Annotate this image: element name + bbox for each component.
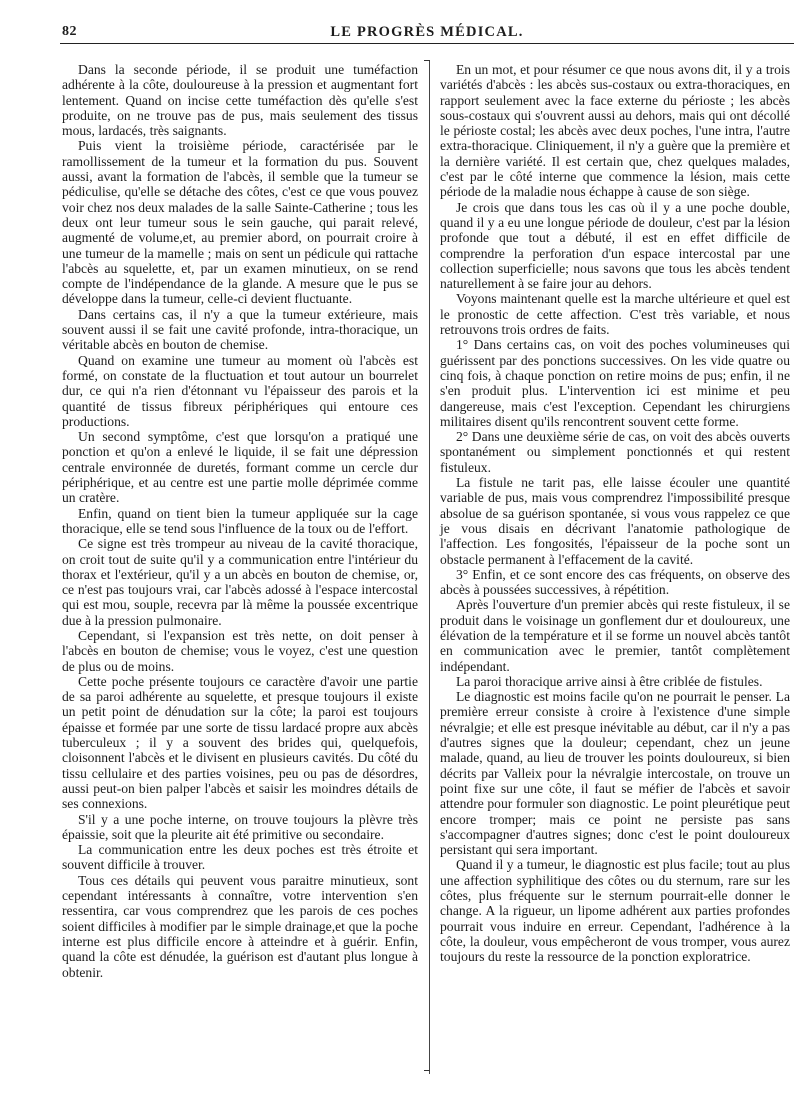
paragraph: S'il y a une poche interne, on trouve toujours la plèvre très épaissie, soit que la pleurite ait été primitive ou secondaire.	[62, 811, 418, 842]
divider-tick	[424, 1070, 430, 1071]
left-column	[62, 62, 418, 980]
paragraph: La communication entre les deux poches est très étroite et souvent difficile à trouver.	[62, 842, 418, 873]
paragraph: Le diagnostic est moins facile qu'on ne pourrait le penser. La première erreur consiste à croire à l'existence d'une simple névralgie; et elle est presque inévitable au début, car il n'y a pas d'autres signes que la douleur; cependant, chez un jeune malade, quand, au lieu de trouver les points douloureux, si bien décrits par Valleix pour la névralgie intercostale, on trouve un point fixe sur une côte, il faut se méfier de l'abcès et savoir attendre pour formuler son diagnostic. Le point pleurétique peut encore tromper; mais ce point ne persiste pas sans s'accompagner d'autres signes; donc c'est le point douloureux persistant qui sera important.	[440, 689, 790, 858]
paragraph: Dans certains cas, il n'y a que la tumeur extérieure, mais souvent aussi il se fait une cavité profonde, intra-thoracique, un véritable abcès en bouton de chemise.	[62, 306, 418, 353]
journal-title: LE PROGRÈS MÉDICAL.	[330, 24, 524, 40]
paragraph: 2° Dans une deuxième série de cas, on voit des abcès ouverts spontanément ou simplement ponctionnés et qui restent fistuleux.	[440, 429, 790, 475]
right-column	[440, 62, 790, 965]
divider-tick	[424, 60, 430, 61]
paragraph: Cependant, si l'expansion est très nette, on doit penser à l'abcès en bouton de chemise; vous le voyez, c'est une question de plus ou de moins.	[62, 627, 418, 674]
paragraph: Quand on examine une tumeur au moment où l'abcès est formé, on constate de la fluctuation et tout autour un bourrelet dur, ce qui n'a rien d'étonnant vu l'épaisseur des parois et la quantité de tissus fibreux périphériques qui entoure ces productions.	[62, 352, 418, 429]
paragraph: La paroi thoracique arrive ainsi à être criblée de fistules.	[456, 673, 763, 689]
paragraph: Cette poche présente toujours ce caractère d'avoir une partie de sa paroi adhérente au squelette, et presque toujours il existe un petit point de dénudation sur la côte; la paroi est toujours épaisse et formée par une sorte de tissu lardacé propre aux abcès tuberculeux ; il y a souvent des brides qui, quelquefois, cloisonnent l'abcès et le divisent en plusieurs cavités. Du côté du tissu cellulaire et des parties voisines, peu ou pas de désordres, aussi peut-on bien palper l'abcès et saisir les moindres détails de ses connexions.	[62, 673, 418, 812]
paragraph: En un mot, et pour résumer ce que nous avons dit, il y a trois variétés d'abcès : les abcès sus-costaux ou extra-thoraciques, en rapport seulement avec la face externe du périoste ; les abcès sous-costaux qui s'ouvrent aussi au dehors, mais qui ont décollé le périoste costal; les abcès avec deux poches, l'une intra, l'autre extra-thoracique. Cliniquement, il n'y a guère que la première et la dernière variété. Il est certain que, chez quelques malades, c'est par le côté interne que commence la lésion, mais cette période de la maladie nous échappe à cause de son siège.	[440, 62, 790, 200]
paragraph: Un second symptôme, c'est que lorsqu'on a pratiqué une ponction et qu'on a enlevé le liquide, il se fait une dépression centrale environnée de duretés, formant comme un cercle dur périphérique, et au centre est une partie molle déprimée comme un cratère.	[62, 429, 418, 506]
header-rule	[60, 43, 794, 44]
page-header	[60, 24, 794, 42]
paragraph: Après l'ouverture d'un premier abcès qui reste fistuleux, il se produit dans le voisinage un gonflement dur et douloureux, une élévation de la température et il se forme un nouvel abcès tantôt en communication avec le premier, tantôt complètement indépendant.	[440, 597, 790, 674]
paragraph: Tous ces détails qui peuvent vous paraitre minutieux, sont cependant intéressants à connaître, votre intervention s'en ressentira, car vous comprendrez que les parois de ces poches soient difficiles à modifier par le simple drainage,et que la poche interne est plus difficile encore à atteindre et à guérir. Enfin, quand la côte est dénudée, la guérison est d'autant plus longue à obtenir.	[62, 872, 418, 980]
paragraph: Dans la seconde période, il se produit une tuméfaction adhérente à la côte, douloureuse à la pression et augmentant fort lentement. Quand on incise cette tuméfaction dès qu'elle s'est produite, on ne trouve pas de pus, mais seulement des tissus mous, lardacés, très saignants.	[62, 62, 418, 139]
paragraph: Voyons maintenant quelle est la marche ultérieure et quel est le pronostic de cette affection. C'est très variable, et nous retrouvons trois ordres de faits.	[440, 291, 790, 338]
paragraph: La fistule ne tarit pas, elle laisse écouler une quantité variable de pus, mais vous comprendrez l'impossibilité presque absolue de sa guérison spontanée, si vous vous rappelez ce que je vous disais en décrivant l'anatomie pathologique de l'affection. Les fongosités, l'épaisseur de la poche sont un obstacle permanent à l'effacement de la cavité.	[440, 475, 790, 567]
paragraph: Je crois que dans tous les cas où il y a une poche double, quand il y a eu une longue période de douleur, c'est par la lésion profonde que tout a débuté, il est en effet difficile de comprendre la perforation d'un espace intercostal par une collection superficielle; nous savons que tous les abcès tendent naturellement à se faire jour au dehors.	[440, 199, 790, 292]
paragraph: Puis vient la troisième période, caractérisée par le ramollissement de la tumeur et la formation du pus. Souvent aussi, avant la formation de l'abcès, il semble que la tumeur se pédiculise, qu'elle se détache des côtes, c'est ce que vous pouvez voir chez nos deux malades de la salle Sainte-Catherine ; tous les deux ont leur tumeur sous le sein gauche, qui parait relevé, augmenté de volume,et, au premier abord, on pourrait croire à une tumeur de la mamelle ; mais on sent un pédicule qui rattache l'abcès au squelette, et, par un examen minutieux, on se rend compte de l'indépendance de la glande. A mesure que le pus se développe dans la tumeur, celle-ci devient fluctuante.	[62, 138, 418, 307]
paragraph: Enfin, quand on tient bien la tumeur appliquée sur la cage thoracique, elle se tend sous l'influence de la toux ou de l'effort.	[62, 505, 418, 536]
paragraph: 3° Enfin, et ce sont encore des cas fréquents, on observe des abcès à poussées successives, à répétition.	[440, 566, 790, 598]
paragraph: Quand il y a tumeur, le diagnostic est plus facile; tout au plus une affection syphilitique des côtes ou du sternum, rare sur les côtes, plus fréquente sur le sternum pourrait-elle donner le change. A la rigueur, un lipome adhérent aux parties profondes pourrait vous induire en erreur. Cependant, l'adhérence à la côte, la douleur, vous empêcheront de vous tromper, vous aurez toujours du reste la ressource de la ponction exploratrice.	[440, 857, 790, 965]
paragraph: 1° Dans certains cas, on voit des poches volumineuses qui guérissent par des ponctions successives. On les vide quatre ou cinq fois, à chaque ponction on retire moins de pus; enfin, il ne s'en produit plus. L'intervention ici est minime et peu dangereuse, mais c'est l'exception. Cependant les chirurgiens militaires disent qu'ils rencontrent souvent cette forme.	[440, 337, 790, 429]
page-number: 82	[62, 24, 77, 39]
paragraph: Ce signe est très trompeur au niveau de la cavité thoracique, on croit tout de suite qu'il y a communication entre l'intérieur du thorax et l'extérieur, qu'il y a un abcès en bouton de chemise, or, ce n'est pas toujours vrai, car l'abcès adossé à l'espace intercostal qui est mou, souple, recevra par là même la poussée excentrique due à la pression pulmonaire.	[62, 536, 418, 628]
column-divider	[429, 60, 430, 1074]
